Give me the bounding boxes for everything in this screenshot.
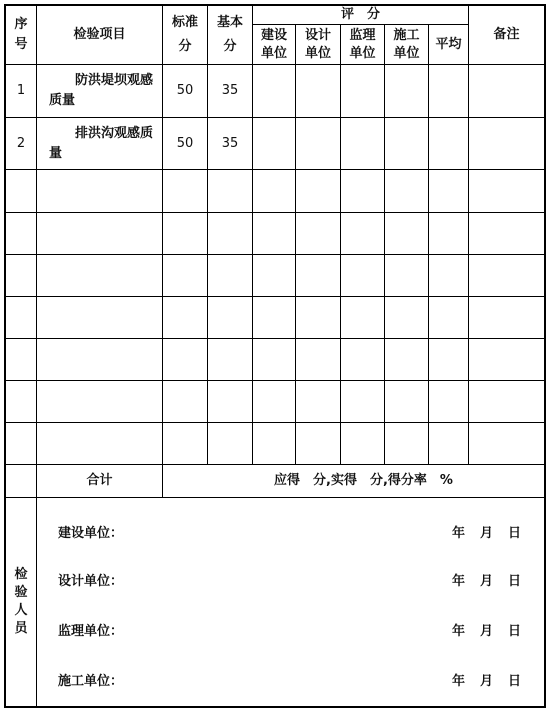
row2-seq: 2 bbox=[16, 135, 26, 151]
date-day: 日 bbox=[508, 574, 522, 589]
row1-seq: 1 bbox=[16, 83, 26, 98]
date-month: 月 bbox=[480, 624, 494, 639]
header-sub-sheji bbox=[296, 25, 340, 64]
date-month: 月 bbox=[480, 526, 494, 541]
row1-base: 35 bbox=[221, 83, 239, 98]
rule bbox=[4, 338, 546, 339]
sign-jianli-label: 监理单位： bbox=[58, 624, 124, 639]
sub-label: 建设单位 bbox=[260, 27, 287, 61]
date-day: 日 bbox=[508, 674, 522, 689]
date-month: 月 bbox=[480, 574, 494, 589]
inspection-form bbox=[4, 4, 546, 708]
date-day: 日 bbox=[508, 526, 522, 541]
header-seq-label: 序号 bbox=[14, 17, 28, 52]
date-year: 年 bbox=[452, 624, 466, 639]
date-month: 月 bbox=[480, 674, 494, 689]
header-sub-avg: 平均 bbox=[435, 36, 462, 52]
header-note: 备注 bbox=[493, 27, 520, 42]
rule bbox=[4, 254, 546, 255]
row1-std: 50 bbox=[176, 83, 194, 98]
header-seq bbox=[6, 6, 36, 64]
date-day: 日 bbox=[508, 624, 522, 639]
rule bbox=[4, 706, 546, 708]
sign-jianshe-label: 建设单位： bbox=[58, 526, 124, 541]
date-year: 年 bbox=[452, 526, 466, 541]
sub-label: 施工单位 bbox=[393, 27, 420, 61]
sign-shigong-date bbox=[452, 670, 536, 689]
row1-item bbox=[37, 65, 162, 117]
header-sub-jianshe bbox=[253, 25, 295, 64]
header-base-label: 基本分 bbox=[216, 15, 243, 54]
header-base bbox=[208, 6, 252, 64]
header-std bbox=[163, 6, 207, 64]
row2-std: 50 bbox=[176, 135, 194, 151]
sign-sheji-date bbox=[452, 570, 536, 589]
total-text: 应得 分,实得 分,得分率 % bbox=[274, 473, 453, 488]
rule bbox=[384, 24, 385, 464]
date-year: 年 bbox=[452, 574, 466, 589]
rule bbox=[4, 422, 546, 423]
sign-jianli-date bbox=[452, 620, 536, 639]
inspectors-label bbox=[6, 498, 36, 706]
header-std-label: 标准分 bbox=[171, 15, 198, 54]
row2-item-text: 排洪沟观感质量 bbox=[49, 125, 154, 161]
row1-item-text: 防洪堤坝观感质量 bbox=[49, 73, 154, 108]
rule bbox=[468, 4, 469, 464]
rule bbox=[544, 4, 546, 708]
header-sub-jianli bbox=[341, 25, 384, 64]
row2-base: 35 bbox=[221, 135, 239, 151]
rule bbox=[428, 24, 429, 464]
sign-shigong-label: 施工单位： bbox=[58, 674, 124, 689]
rule bbox=[4, 296, 546, 297]
date-year: 年 bbox=[452, 674, 466, 689]
header-item: 检验项目 bbox=[73, 27, 126, 42]
header-sub-shigong bbox=[385, 25, 428, 64]
sub-label: 设计单位 bbox=[304, 27, 331, 61]
total-label: 合计 bbox=[86, 473, 113, 488]
rule bbox=[4, 380, 546, 381]
rule bbox=[4, 169, 546, 170]
rule bbox=[252, 4, 253, 464]
rule bbox=[295, 24, 296, 464]
rule bbox=[4, 212, 546, 213]
sign-jianshe-date bbox=[452, 522, 536, 541]
inspectors-label-text: 检验人员 bbox=[14, 567, 28, 636]
rule bbox=[4, 497, 546, 498]
sub-label: 监理单位 bbox=[349, 27, 376, 61]
sign-sheji-label: 设计单位： bbox=[58, 574, 124, 589]
header-score: 评 分 bbox=[340, 7, 380, 22]
row2-item bbox=[37, 118, 162, 169]
rule bbox=[340, 24, 341, 464]
